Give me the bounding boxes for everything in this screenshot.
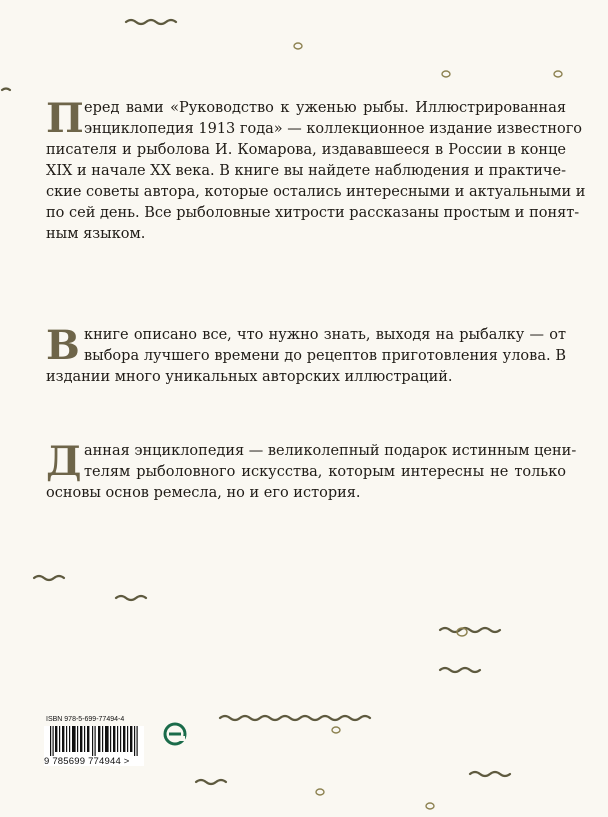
- text-line: телям рыболовного искусства, которым интересны не только: [84, 464, 566, 480]
- text-line: книге описано все, что нужно знать, выходя на рыбалку — от: [84, 327, 566, 343]
- text-line: энциклопедия 1913 года» — коллекционное издание известного: [84, 121, 583, 137]
- text-line: XIX и начале XX века. В книге вы найдете наблюдения и практиче-: [46, 163, 566, 179]
- paragraph-1: [46, 95, 586, 245]
- publisher-logo-icon: [163, 722, 187, 746]
- bubble-ornament-icon: [426, 803, 434, 809]
- bubble-ornament-icon: [554, 71, 562, 77]
- barcode-digits: 9 785699 774944 >: [44, 756, 130, 767]
- text-line: выбора лучшего времени до рецептов приготовления улова. В: [84, 348, 566, 364]
- barcode-icon: [44, 726, 144, 756]
- text-line: по сей день. Все рыболовные хитрости рассказаны простым и понят-: [46, 205, 580, 221]
- bubble-ornament-icon: [316, 789, 324, 795]
- wave-ornament-icon: [126, 20, 176, 24]
- bubble-ornament-icon: [294, 43, 302, 49]
- text-line: еред вами «Руководство к уженью рыбы. Иллюстрированная: [84, 100, 566, 116]
- wave-ornament-icon: [440, 668, 480, 672]
- wave-ornament-icon: [440, 628, 500, 632]
- text-line: писателя и рыболова И. Комарова, издававшееся в России в конце: [46, 142, 566, 158]
- bubble-ornament-icon: [442, 71, 450, 77]
- wave-ornament-icon: [220, 716, 370, 720]
- text-line: ным языком.: [46, 226, 146, 242]
- wave-ornament-icon: [34, 576, 64, 580]
- bubble-ornament-icon: [332, 727, 340, 733]
- dropcap: В: [46, 322, 80, 369]
- wave-ornament-icon: [470, 772, 510, 776]
- paragraph-3: [46, 438, 577, 504]
- text-line: издании много уникальных авторских иллюстраций.: [46, 369, 453, 385]
- wave-ornament-icon: [116, 596, 146, 600]
- paragraph-2: [46, 322, 566, 388]
- wave-ornament-icon: [196, 780, 226, 784]
- dropcap: П: [46, 95, 84, 142]
- wave-ornament-icon: [2, 89, 10, 91]
- isbn-label: ISBN 978-5-699-77494-4: [46, 716, 125, 723]
- text-line: основы основ ремесла, но и его история.: [46, 485, 361, 501]
- text-line: ские советы автора, которые остались интересными и актуальными и: [46, 184, 586, 200]
- text-line: анная энциклопедия — великолепный подарок истинным цени-: [84, 443, 577, 459]
- dropcap: Д: [46, 438, 82, 485]
